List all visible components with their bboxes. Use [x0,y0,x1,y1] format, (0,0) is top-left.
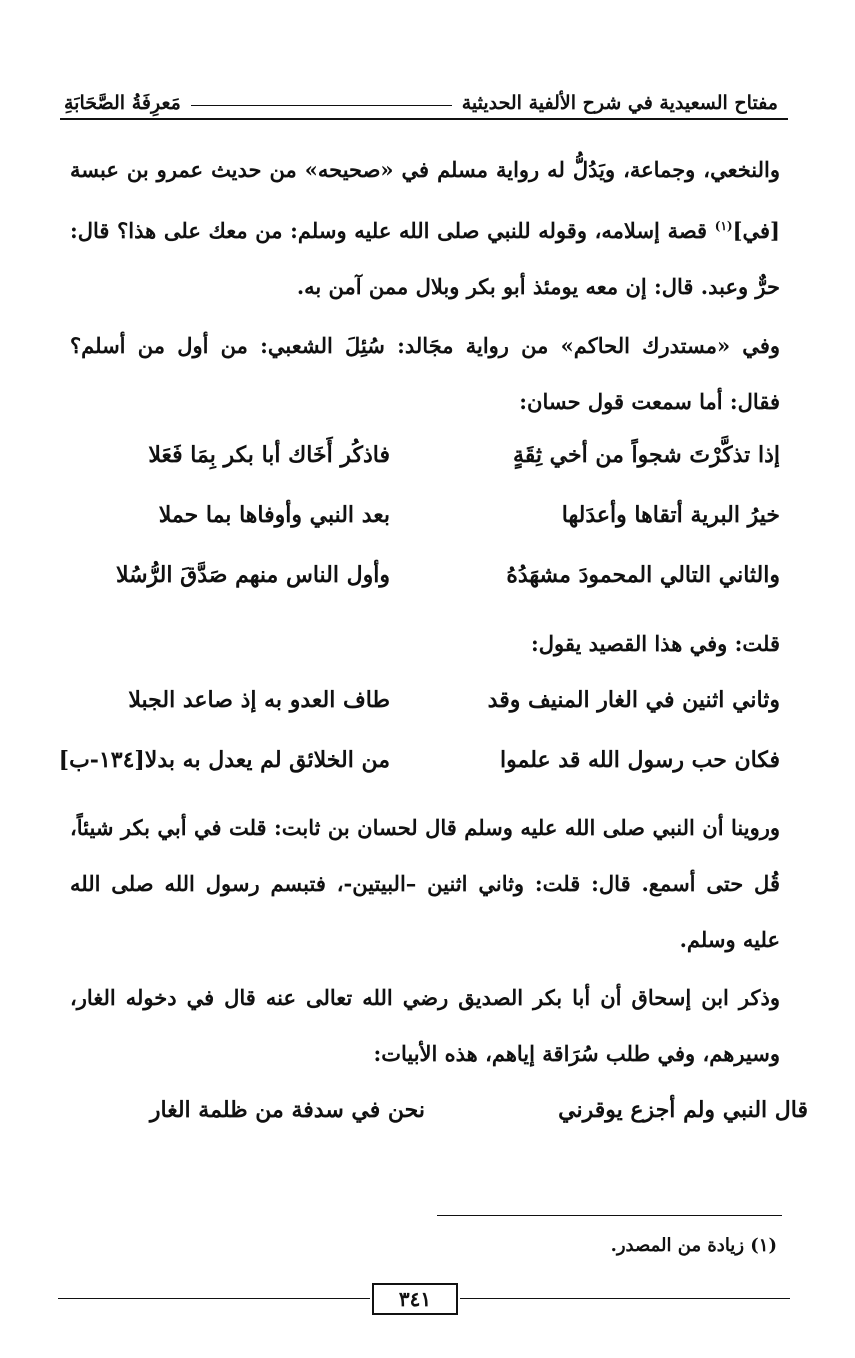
verse-line [60,675,780,725]
verse-line [60,490,780,540]
verse-second-hemistich: فاذكُر أَخَاك أبا بكر بِمَا فَعَلا [148,442,390,468]
chapter-title: مَعرِفَةُ الصَّحَابَةِ [64,92,181,114]
paragraph-1-part-b: قصة إسلامه، وقوله للنبي صلى الله عليه وسلم: من معك على هذا؟ قال: حرٌّ وعبد. قال: إن معه يومئذ أبو بكر وبلال ممن آمن به. [70,218,780,299]
verse-second-hemistich: من الخلائق لم يعدل به بدلا[١٣٤-ب] [58,747,390,773]
header-dash-rule [191,105,452,106]
footer-rule-left [58,1298,370,1299]
paragraph-4: وروينا أن النبي صلى الله عليه وسلم قال لحسان بن ثابت: قلت في أبي بكر شيئاً، قُل حتى أسمع. قال: قلت: وثاني اثنين –البيتين-، فتبسم رسول الله صلى الله عليه وسلم. [70,815,780,952]
verse-second-hemistich: طاف العدو به إذ صاعد الجبلا [128,687,390,713]
verse-line [60,430,780,480]
paragraph-5: وذكر ابن إسحاق أن أبا بكر الصديق رضي الله تعالى عنه قال في دخوله الغار، وسيرهم، وفي طلب سُرَاقة إياهم، هذه الأبيات: [70,985,780,1066]
paragraph-2: وفي «مستدرك الحاكم» من رواية مجَالد: سُئِلَ الشعبي: من أول من أسلم؟ فقال: أما سمعت قول حسان: [70,333,780,414]
footnote: (١) زيادة من المصدر. [610,1235,777,1256]
paragraph-1-part-a: والنخعي، وجماعة، ويَدُلُّ له رواية مسلم في «صحيحه» من حديث عمرو بن عبسة [في] [70,157,780,243]
verse-second-hemistich: وأول الناس منهم صَدَّقَ الرُّسُلا [115,562,390,588]
book-title: مفتاح السعيدية في شرح الألفية الحديثية [461,92,778,114]
verse-line [60,735,780,785]
header-divider [60,118,788,120]
verse-first-hemistich: وثاني اثنين في الغار المنيف وقد [487,687,780,713]
verse-line [80,1085,808,1135]
footnote-separator [437,1215,782,1216]
verse-second-hemistich: بعد النبي وأوفاها بما حملا [158,502,390,528]
verse-first-hemistich: والثاني التالي المحمودَ مشهَدُهُ [506,562,780,588]
verse-line [60,550,780,600]
verse-first-hemistich: خيرُ البرية أتقاها وأعدَلها [561,502,780,528]
running-header [64,84,778,114]
page-number: ٣٤١ [372,1283,458,1315]
footer-rule-right [460,1298,790,1299]
verse-second-hemistich: نحن في سدفة من ظلمة الغار [149,1097,425,1123]
verse-first-hemistich: قال النبي ولم أجزع يوقرني [558,1097,808,1123]
verse-first-hemistich: إذا تذكَّرْتَ شجواً من أخي ثِقَةٍ [512,442,780,468]
footnote-reference: (١) [714,219,733,233]
verse-first-hemistich: فكان حب رسول الله قد علموا [500,747,780,773]
paragraph-3: قلت: وفي هذا القصيد يقول: [531,631,780,656]
paragraph-1 [70,142,780,315]
